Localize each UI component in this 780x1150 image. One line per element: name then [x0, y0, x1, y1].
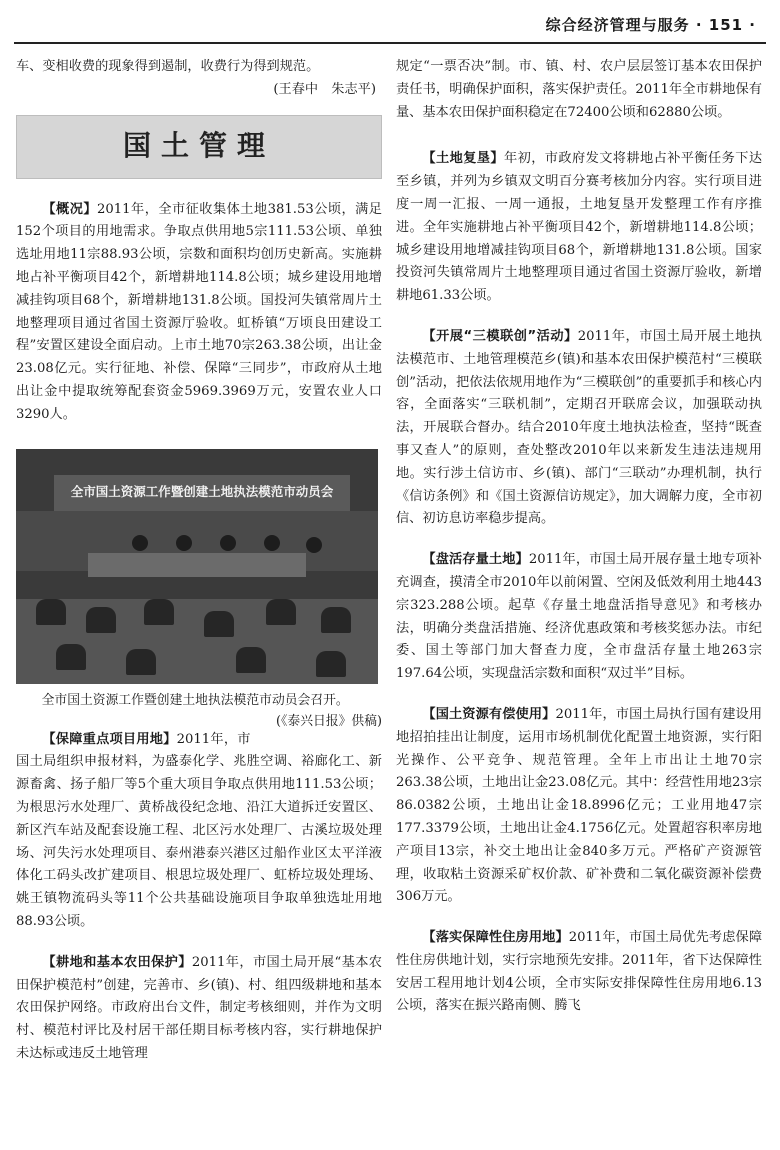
farmland-text: 2011年，市国土局开展“基本农田保护模范村”创建，完善市、乡(镇)、村、组四级耕地和基本农田保护网络。市政府出台文件，制定考核细则，并作为文明村、模范村评比及村居干部任期目标考核内容，实行耕地保护未达标或违反土地管理	[16, 954, 382, 1061]
photo-figure	[16, 449, 382, 729]
overview-text: 2011年，全市征收集体土地381.53公顷，满足152个项目的用地需求。争取点供用地5宗111.53公顷、单独选址用地11宗88.93公顷，宗数和面积均创历史新高。实施耕地占补平衡项目42个，新增耕地114.8公顷；城乡建设用地增减挂钩项目68个，新增耕地131.8公顷。国投河失镇常周片土地整理项目通过省国土资源厅验收。虹桥镇“万顷良田建设工程”安置区建设全面启动。上市土地70宗263.38公顷，出让金23.08亿元。实行征地、补偿、保障“三同步”，市政府从土地出让金中提取统筹配套资金5969.3969万元，安置农业人口3290人。	[16, 201, 382, 422]
intro-author: (王春中 朱志平)	[273, 81, 376, 97]
farmland-paragraph	[16, 952, 382, 1066]
housing-paragraph	[396, 927, 762, 1018]
housing-text: 2011年，市国土局优先考虑保障性住房供地计划，实行宗地预先安排。2011年，省下达保障性安居工程用地计划4公顷，全市实际安排保障性住房用地6.13公顷，落实在振兴路南侧、腾飞	[396, 930, 763, 1014]
photo-person	[132, 535, 148, 551]
photo-person	[56, 644, 86, 670]
photo-person	[144, 599, 174, 625]
farmland-heading: 【耕地和基本农田保护】	[42, 954, 192, 970]
key-projects-text: 2011年，市国土局组织申报材料，为盛泰化学、兆胜空调、裕廊化工、新源畜禽、扬子船厂等5个重大项目争取点供用地111.53公顷；为根思污水处理厂、黄桥战役纪念地、沿江大道拆迁安置区、新区汽车站及配套设施工程、北区污水处理厂、古溪垃圾处理场、河失污水处理项目、泰州港泰兴港区过船作业区太平洋液体化工码头改扩建项目、根思垃圾处理厂、虹桥垃圾处理场、姚王镇物流码头等11个公共基础设施项目争取单独选址用地88.93公顷。	[16, 731, 382, 929]
three-model-text: 2011年，市国土局开展土地执法模范市、土地管理模范乡(镇)和基本农田保护模范村“三模联创”活动，把依法依规用地作为“三模联创”的重要抓手和核心内容，全面落实“三联机制”，定期召开联席会议，加强联动执法，开展联合督办。结合2010年度土地执法检查，坚持“既查事又查人”的原则，查处整改2010年以来新发生违法违规用地。实行涉土信访市、乡(镇)、部门“三联动”办理机制，执行《信访条例》和《国土资源信访规定》，加大调解力度，全市初信、初访息访率稳步提高。	[396, 328, 762, 527]
housing-block	[396, 927, 762, 1018]
header-rule	[14, 42, 766, 44]
reclaim-text: 年初，市政府发文将耕地占补平衡任务下达至乡镇，并列为乡镇双文明百分赛考核加分内容。实行项目进度一周一汇报、一周一通报，土地复垦开发整理工作有序推进。全年实施耕地占补平衡项目42个，新增耕地114.8公顷；城乡建设用地增减挂钩项目68个，新增耕地131.8公顷。国家投资河失镇常周片土地整理项目通过省国土资源厅验收，新增耕地61.33公顷。	[396, 151, 763, 304]
photo-person	[266, 599, 296, 625]
stock-land-paragraph	[396, 549, 762, 686]
page-header	[0, 0, 780, 44]
photo-person	[176, 535, 192, 551]
right-column	[396, 56, 762, 1018]
key-projects-paragraph	[16, 729, 382, 934]
photo-person	[204, 611, 234, 637]
photo-caption	[16, 690, 382, 729]
intro-paragraph: 车、变相收费的现象得到遏制，收费行为得到规范。	[16, 59, 320, 74]
photo-person	[321, 607, 351, 633]
photo-person	[316, 651, 346, 677]
photo-source: (《泰兴日报》供稿)	[276, 713, 382, 729]
photo-person	[306, 537, 322, 553]
photo-person	[86, 607, 116, 633]
overview-heading: 【概况】	[42, 201, 98, 217]
photo-person	[220, 535, 236, 551]
photo-person	[236, 647, 266, 673]
continued-paragraph: 规定“一票否决”制。市、镇、村、农户层层签订基本农田保护责任书，明确保护面积，落实保护责任。2011年全市耕地保有量、基本农田保护面积稳定在72400公顷和62880公顷。	[396, 59, 762, 120]
section-title: 国土管理	[122, 129, 275, 163]
photo-person	[126, 649, 156, 675]
photo-caption-text: 全市国土资源工作暨创建土地执法模范市动员会召开。	[41, 692, 349, 708]
stock-land-text: 2011年，市国土局开展存量土地专项补充调查，摸清全市2010年以前闲置、空闲及低效利用土地443宗323.288公顷。起草《存量土地盘活指导意见》和考核办法，明确分类盘活措施、经济优惠政策和考核奖惩办法。市纪委、国土等部门加大督查力度，全市盘活存量土地263宗197.64公顷，实现盘活宗数和面积“双过半”目标。	[396, 552, 762, 682]
stock-land-block	[396, 549, 762, 686]
reclaim-heading: 【土地复垦】	[422, 151, 504, 167]
paid-use-block	[396, 704, 762, 909]
photo-person	[264, 535, 280, 551]
paid-use-text: 2011年，市国土局执行国有建设用地招拍挂出让制度，运用市场机制优化配置土地资源，实行阳光操作、公平竞争、规范管理。全年上市出让土地70宗263.38公顷，土地出让金23.08亿元。其中：经营性用地23宗86.0382公顷，土地出让金18.8996亿元；工业用地47宗177.3379公顷，土地出让金4.1756亿元。处置超容积率房地产项目13宗，补交土地出让金840多万元。严格矿产资源管理，收取粘土资源采矿权价款、矿补费和二氧化碳资源补偿费306万元。	[396, 706, 763, 905]
paid-use-heading: 【国土资源有偿使用】	[422, 706, 556, 722]
key-projects-block	[16, 729, 382, 934]
running-header-title: 综合经济管理与服务 · 151 ·	[545, 16, 756, 34]
photo-stage-table	[88, 553, 306, 577]
three-model-heading: 【开展“三模联创”活动】	[422, 328, 578, 344]
meeting-photo	[16, 449, 378, 684]
left-column	[16, 56, 382, 1066]
farmland-block	[16, 952, 382, 1066]
overview-paragraph	[16, 199, 382, 427]
paid-use-paragraph	[396, 704, 762, 909]
housing-heading: 【落实保障性住房用地】	[422, 930, 569, 946]
reclaim-block	[396, 148, 762, 308]
photo-banner: 全市国土资源工作暨创建土地执法模范市动员会	[54, 475, 350, 511]
stock-land-heading: 【盘活存量土地】	[422, 552, 529, 568]
three-model-block	[396, 326, 762, 531]
three-model-paragraph	[396, 326, 762, 531]
photo-person	[36, 599, 66, 625]
key-projects-heading: 【保障重点项目用地】	[42, 731, 177, 747]
section-title-banner	[16, 115, 382, 179]
reclaim-paragraph	[396, 148, 762, 308]
